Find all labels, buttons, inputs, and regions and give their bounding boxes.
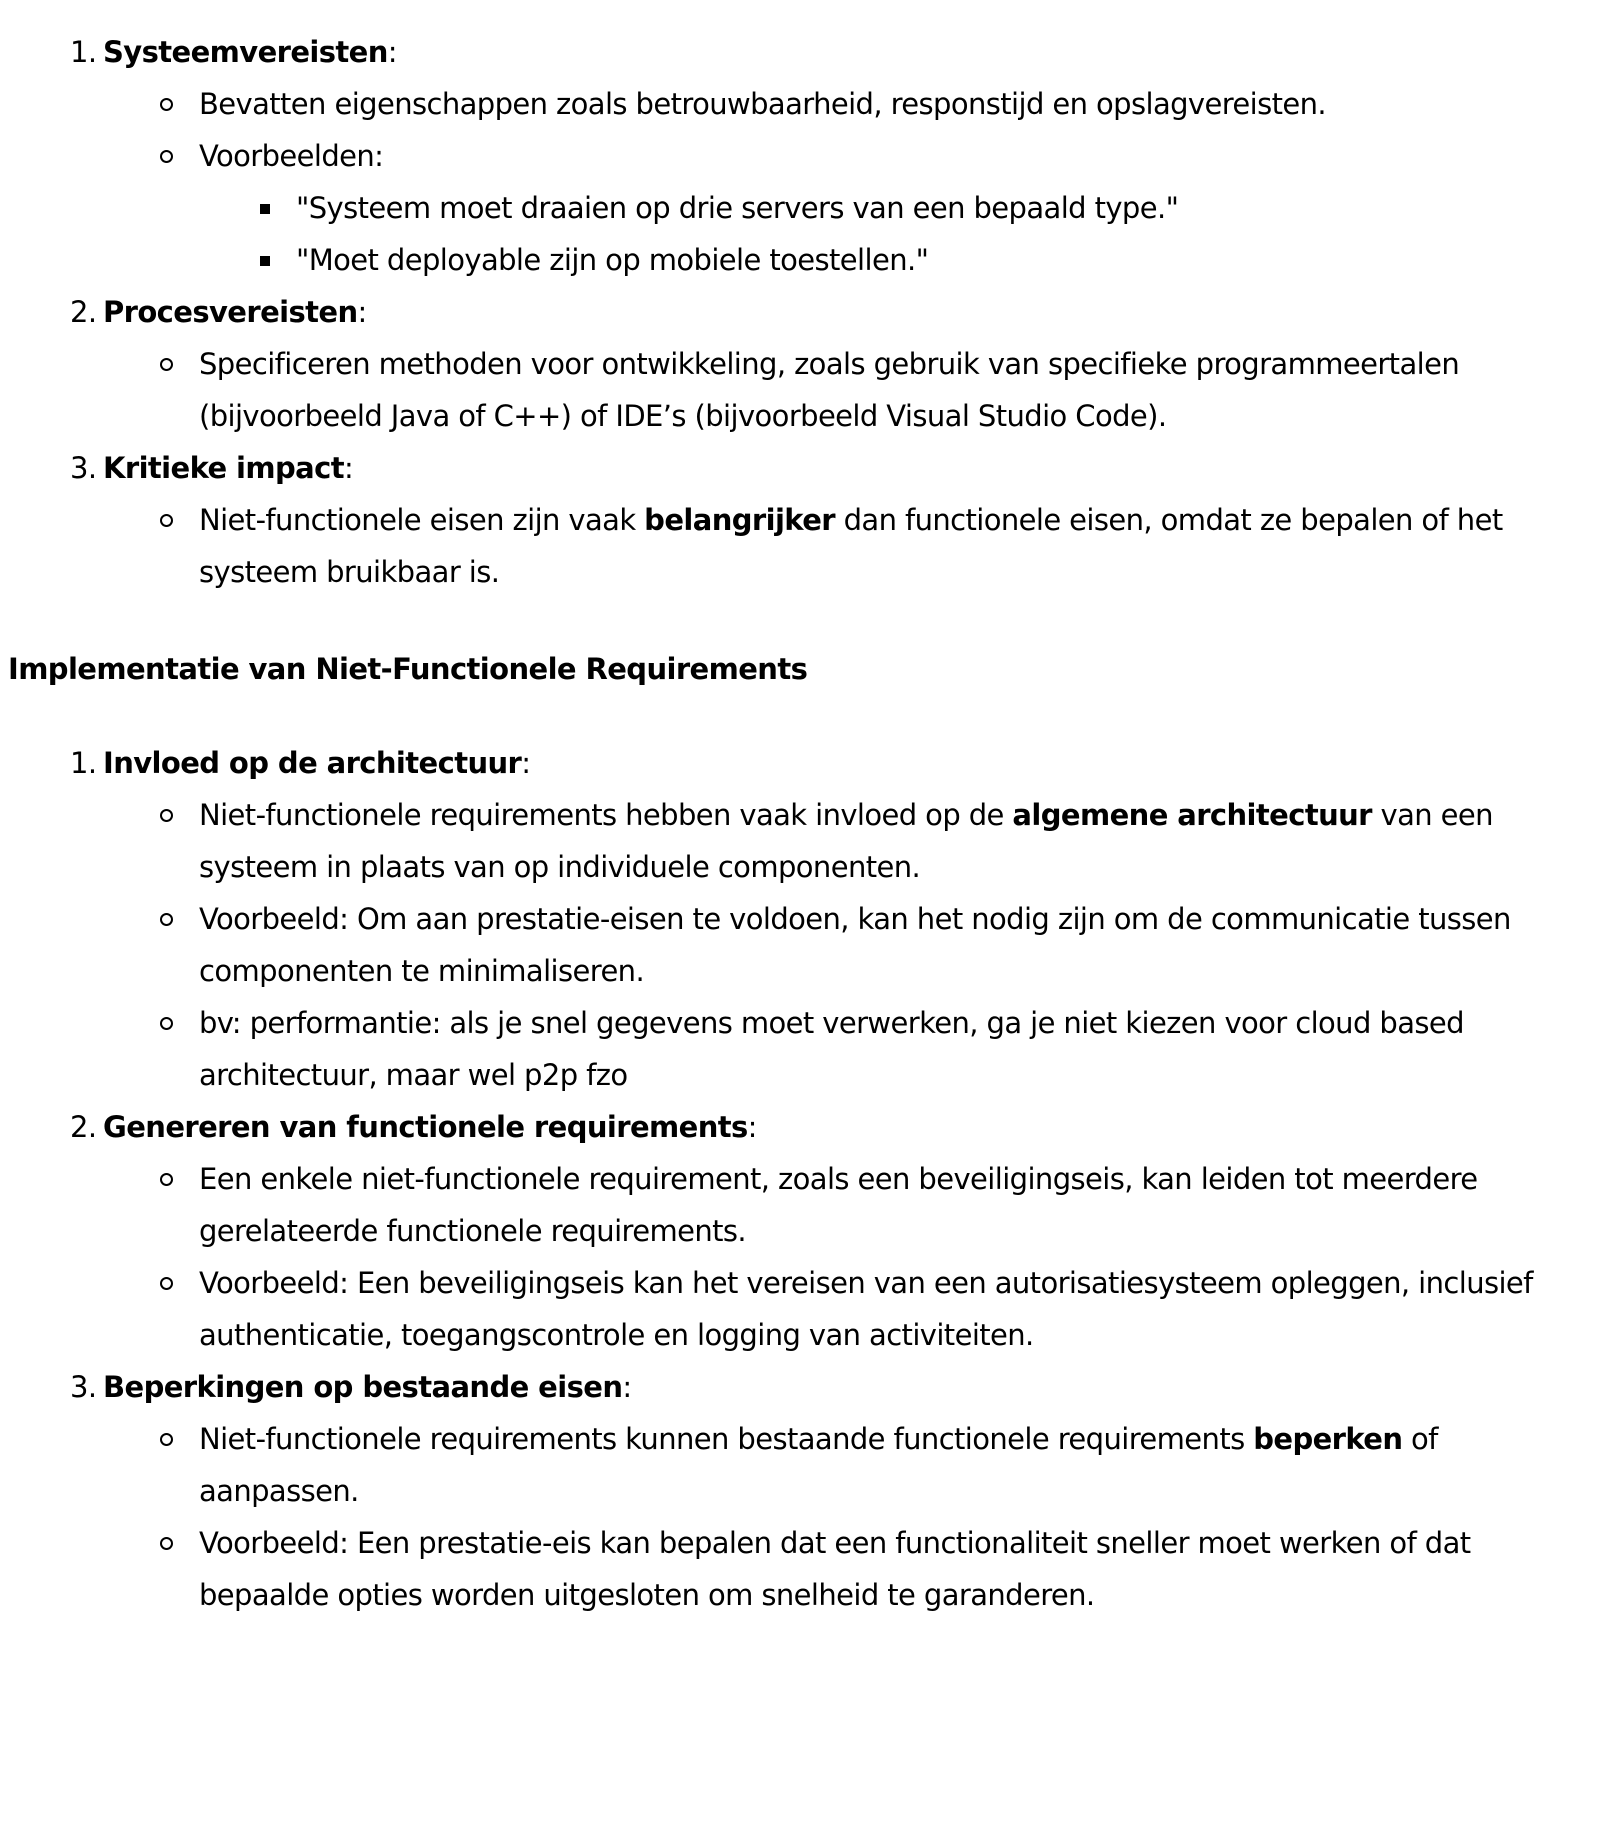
circle-bullet-icon xyxy=(160,358,173,371)
circle-bullet-icon xyxy=(160,913,173,926)
list-number: 1. xyxy=(70,746,97,780)
list-number: 2. xyxy=(70,295,97,329)
square-bullet-item: "Moet deployable zijn op mobiele toestellen." xyxy=(199,234,1583,286)
item-title: Kritieke impact xyxy=(103,451,344,485)
bullet-item: Een enkele niet-functionele requirement, zoals een beveiligingseis, kan leiden tot meerdere gerelateerde functionele requirements. xyxy=(103,1153,1583,1257)
item-title: Beperkingen op bestaande eisen xyxy=(103,1370,623,1404)
implementation-list xyxy=(0,737,1612,1621)
list-item-procesvereisten: 2. Procesvereisten: Specificeren methoden voor ontwikkeling, zoals gebruik van specifieke programmeertalen (bijvoorbeeld Java of C++) of IDE’s (bijvoorbeeld Visual Studio Code). xyxy=(0,286,1612,442)
bullet-item: Voorbeeld: Een beveiligingseis kan het vereisen van een autorisatiesysteem opleggen, inclusief authenticatie, toegangscontrole en logging van activiteiten. xyxy=(103,1257,1583,1361)
bullet-item: Niet-functionele eisen zijn vaak belangrijker dan functionele eisen, omdat ze bepalen of het systeem bruikbaar is. xyxy=(103,494,1583,598)
section-heading: Implementatie van Niet-Functionele Requirements xyxy=(8,652,808,686)
circle-bullet-icon xyxy=(160,98,173,111)
list-number: 1. xyxy=(70,35,97,69)
item-title: Genereren van functionele requirements xyxy=(103,1110,748,1144)
list-item-beperkingen: 3. Beperkingen op bestaande eisen: Niet-functionele requirements kunnen bestaande functionele requirements beperken of aanpassen. Voorbeeld: Een prestatie-eis kan bepalen dat een functionaliteit sneller moet werken of dat bepaalde opties worden uitgesloten om snelheid te garanderen. xyxy=(0,1361,1612,1621)
square-bullet-icon xyxy=(260,204,270,214)
bullet-item: bv: performantie: als je snel gegevens moet verwerken, ga je niet kiezen voor cloud based architectuur, maar wel p2p fzo xyxy=(103,997,1583,1101)
sub-sub-list xyxy=(199,182,1583,286)
list-item-genereren-functionele: 2. Genereren van functionele requirements: Een enkele niet-functionele requirement, zoals een beveiligingseis, kan leiden tot meerdere gerelateerde functionele requirements. Voorbeeld: Een beveiligingseis kan het vereisen van een autorisatiesysteem opleggen, inclusief authenticatie, toegangscontrole en logging van activiteiten. xyxy=(0,1101,1612,1361)
sub-list xyxy=(103,338,1612,442)
list-number: 2. xyxy=(70,1110,97,1144)
list-item-kritieke-impact: 3. Kritieke impact: Niet-functionele eisen zijn vaak belangrijker dan functionele eisen, omdat ze bepalen of het systeem bruikbaar is. xyxy=(0,442,1612,598)
square-bullet-item: "Systeem moet draaien op drie servers van een bepaald type." xyxy=(199,182,1583,234)
circle-bullet-icon xyxy=(160,1277,173,1290)
sub-list xyxy=(103,494,1612,598)
circle-bullet-icon xyxy=(160,809,173,822)
list-number: 3. xyxy=(70,1370,97,1404)
circle-bullet-icon xyxy=(160,1173,173,1186)
list-item-invloed-architectuur: 1. Invloed op de architectuur: Niet-functionele requirements hebben vaak invloed op de algemene architectuur van een systeem in plaats van op individuele componenten. Voorbeeld: Om aan prestatie-eisen te voldoen, kan het nodig zijn om de communicatie tussen componenten te minimaliseren. bv: performantie: als je snel gegevens moet verwerken, ga je niet kiezen voor cloud based architectuur, maar wel p2p fzo xyxy=(0,737,1612,1101)
bullet-item: Bevatten eigenschappen zoals betrouwbaarheid, responstijd en opslagvereisten. xyxy=(103,78,1583,130)
sub-list xyxy=(103,1413,1612,1621)
list-number: 3. xyxy=(70,451,97,485)
circle-bullet-icon xyxy=(160,1537,173,1550)
circle-bullet-icon xyxy=(160,1017,173,1030)
bullet-item: Voorbeeld: Om aan prestatie-eisen te voldoen, kan het nodig zijn om de communicatie tussen componenten te minimaliseren. xyxy=(103,893,1583,997)
bullet-item: Voorbeeld: Een prestatie-eis kan bepalen dat een functionaliteit sneller moet werken of dat bepaalde opties worden uitgesloten om snelheid te garanderen. xyxy=(103,1517,1583,1621)
bullet-item: Niet-functionele requirements kunnen bestaande functionele requirements beperken of aanpassen. xyxy=(103,1413,1583,1517)
sub-list xyxy=(103,789,1612,1101)
circle-bullet-icon xyxy=(160,514,173,527)
sub-list xyxy=(103,78,1612,286)
sub-list xyxy=(103,1153,1612,1361)
circle-bullet-icon xyxy=(160,1433,173,1446)
item-title: Systeemvereisten xyxy=(103,35,388,69)
square-bullet-icon xyxy=(260,256,270,266)
bullet-item: Voorbeelden: "Systeem moet draaien op drie servers van een bepaald type." "Moet deployable zijn op mobiele toestellen." xyxy=(103,130,1583,286)
item-title: Invloed op de architectuur xyxy=(103,746,522,780)
document xyxy=(0,26,1612,1621)
requirements-list xyxy=(0,26,1612,598)
list-item-systeemvereisten: 1. Systeemvereisten: Bevatten eigenschappen zoals betrouwbaarheid, responstijd en opslagvereisten. Voorbeelden: "Systeem moet draaien op drie servers van een bepaald type." "Moet deployable zijn op mobiele toestellen." xyxy=(0,26,1612,286)
bullet-item: Niet-functionele requirements hebben vaak invloed op de algemene architectuur van een systeem in plaats van op individuele componenten. xyxy=(103,789,1583,893)
item-title: Procesvereisten xyxy=(103,295,358,329)
circle-bullet-icon xyxy=(160,150,173,163)
bullet-item: Specificeren methoden voor ontwikkeling, zoals gebruik van specifieke programmeertalen (bijvoorbeeld Java of C++) of IDE’s (bijvoorbeeld Visual Studio Code). xyxy=(103,338,1583,442)
